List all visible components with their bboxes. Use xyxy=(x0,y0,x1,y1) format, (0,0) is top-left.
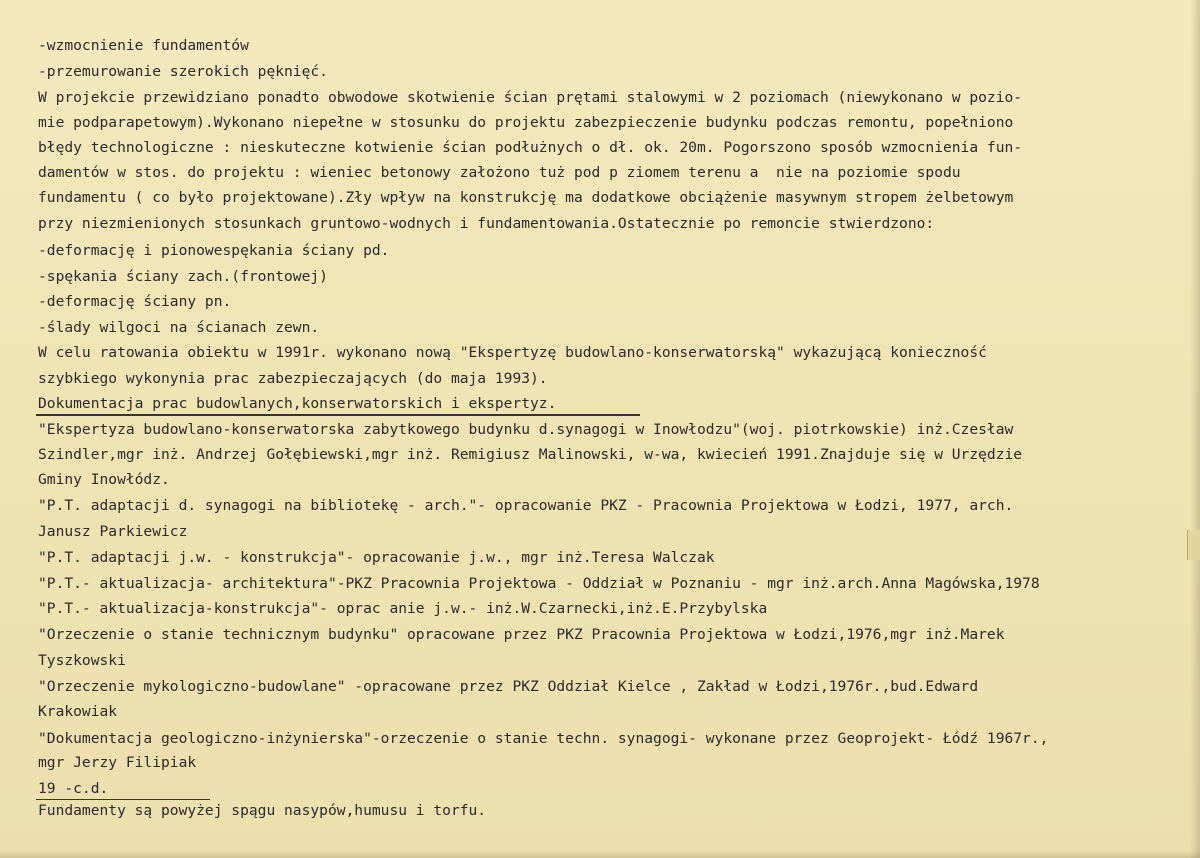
text-line-16: "Ekspertyza budowlano-konserwatorska zabytkowego budynku d.synagogi w Inowłodzu"(woj. piotrkowskie) inż.Czesław xyxy=(38,421,1014,438)
text-line-7: fundamentu ( co było projektowane).Zły wpływ na konstrukcję ma dodatkowe obciążenie masywnym stropem żelbetowym xyxy=(38,189,1014,206)
text-line-20: Janusz Parkiewicz xyxy=(38,523,188,540)
text-line-22: "P.T.- aktualizacja- architektura"-PKZ Pracownia Projektowa - Oddział w Poznaniu - mgr inż.arch.Anna Magówska,1978 xyxy=(38,575,1040,592)
text-line-13: W celu ratowania obiektu w 1991r. wykonano nową "Ekspertyzę budowlano-konserwatorską" wykazującą konieczność xyxy=(38,344,987,361)
text-line-1: -wzmocnienie fundamentów xyxy=(38,37,249,54)
text-line-11: -deformację ściany pn. xyxy=(38,293,232,310)
text-line-4: mie podparapetowym).Wykonano niepełne w stosunku do projektu zabezpieczenie budynku podczas remontu, popełniono xyxy=(38,114,1014,131)
text-line-28: "Dokumentacja geologiczno-inżynierska"-orzeczenie o stanie techn. synagogi- wykonane przez Geoprojekt- Łódź 1967r., xyxy=(38,730,1049,747)
section-heading: Dokumentacja prac budowlanych,konserwatorskich i ekspertyz. xyxy=(38,395,557,412)
text-line-24: "Orzeczenie o stanie technicznym budynku" opracowane przez PKZ Pracownia Projektowa w Łodzi,1976,mgr inż.Marek xyxy=(38,626,1005,643)
text-line-25: Tyszkowski xyxy=(38,652,126,669)
text-line-17: Szindler,mgr inż. Andrzej Gołębiewski,mgr inż. Remigiusz Malinowski, w-wa, kwiecień 1991.Znajduje się w Urzędzie xyxy=(38,446,1023,463)
card-edge-notch xyxy=(1187,530,1200,560)
text-line-23: "P.T.- aktualizacja-konstrukcja"- oprac anie j.w.- inż.W.Czarnecki,inż.E.Przybylska xyxy=(38,600,768,617)
text-line-29: mgr Jerzy Filipiak xyxy=(38,754,197,771)
text-line-19: "P.T. adaptacji d. synagogi na bibliotekę - arch."- opracowanie PKZ - Pracownia Projektowa w Łodzi, 1977, arch. xyxy=(38,497,1014,514)
text-line-14: szybkiego wykonynia prac zabezpieczających (do maja 1993). xyxy=(38,370,548,387)
continuation-separator xyxy=(36,799,210,800)
text-line-26: "Orzeczenie mykologiczno-budowlane" -opracowane przez PKZ Oddział Kielce , Zakład w Łodzi,1976r.,bud.Edward xyxy=(38,678,979,695)
text-line-27: Krakowiak xyxy=(38,703,118,720)
text-line-8: przy niezmienionych stosunkach gruntowo-wodnych i fundamentowania.Ostatecznie po remoncie stwierdzono: xyxy=(38,215,935,232)
text-line-5: błędy technologiczne : nieskuteczne kotwienie ścian podłużnych o dł. ok. 20m. Pogorszono sposób wzmocnienia fun- xyxy=(38,139,1023,156)
text-line-21: "P.T. adaptacji j.w. - konstrukcja"- opracowanie j.w., mgr inż.Teresa Walczak xyxy=(38,549,715,566)
card-bottom-edge xyxy=(0,850,1200,858)
text-line-10: -spękania ściany zach.(frontowej) xyxy=(38,268,328,285)
text-line-18: Gminy Inowłódz. xyxy=(38,471,170,488)
text-line-31: Fundamenty są powyżej spągu nasypów,humusu i torfu. xyxy=(38,802,487,819)
page-continuation-note: 19 -c.d. xyxy=(38,780,109,797)
text-line-6: damentów w stos. do projektu : wieniec betonowy założono tuż pod p ziomem terenu a nie na poziomie spodu xyxy=(38,164,961,181)
text-line-12: -ślady wilgoci na ścianach zewn. xyxy=(38,319,320,336)
text-line-9: -deformację i pionowespękania ściany pd. xyxy=(38,242,390,259)
text-line-2: -przemurowanie szerokich pęknięć. xyxy=(38,63,328,80)
section-heading-underline xyxy=(36,414,640,416)
text-line-3: W projekcie przewidziano ponadto obwodowe skotwienie ścian prętami stalowymi w 2 poziomach (niewykonano w pozio- xyxy=(38,89,1023,106)
card-right-edge xyxy=(1190,0,1200,858)
